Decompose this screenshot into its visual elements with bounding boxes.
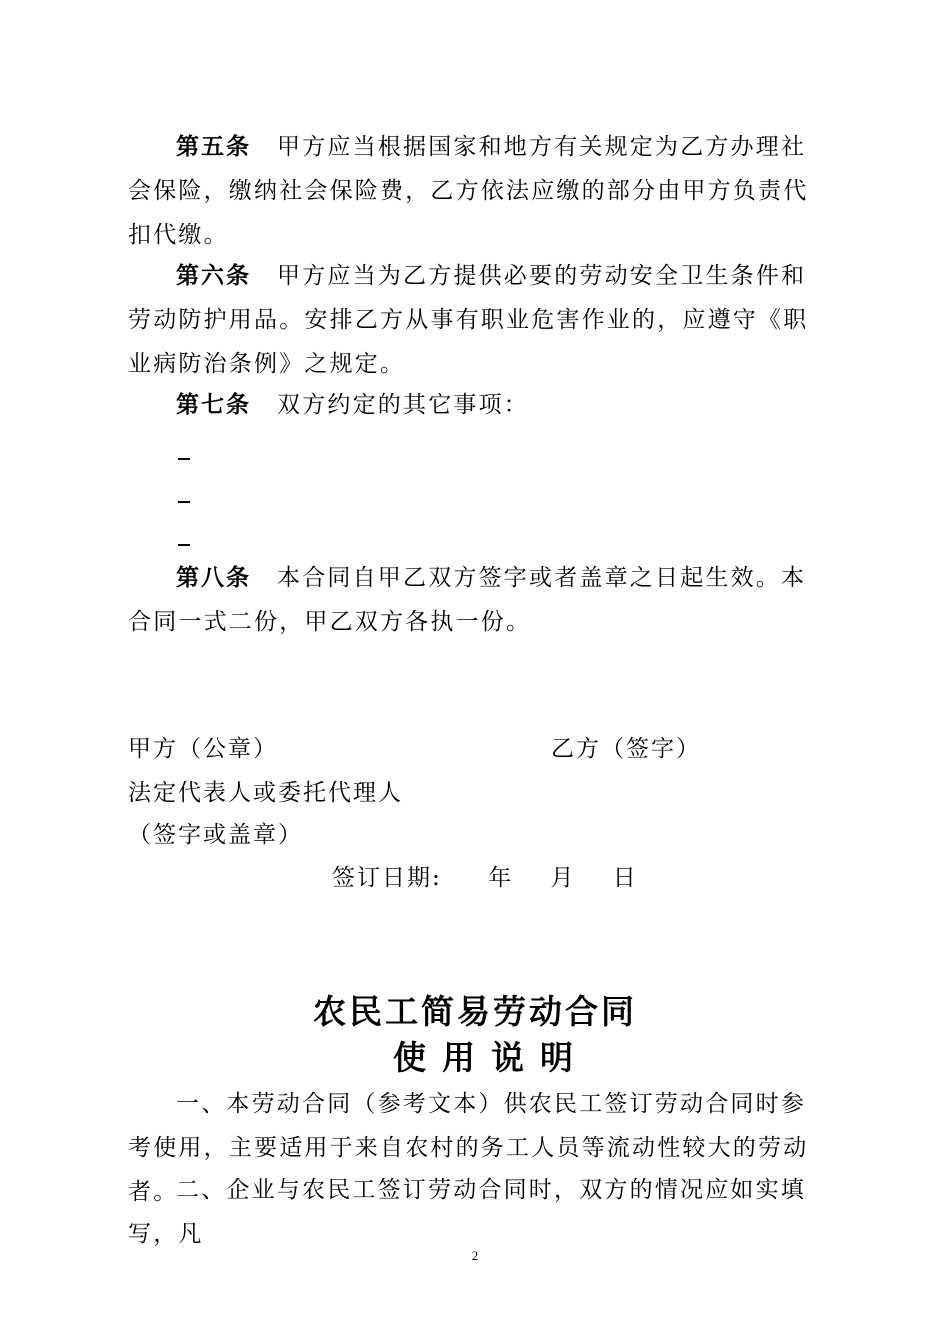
- instruction-item-1: 一、本劳动合同（参考文本）供农民工签订劳动合同时参考使用，主要适用于来自农村的务工人员等流动性较大的劳动者。: [128, 1091, 809, 1205]
- sign-date: 签订日期: 年 月 日: [332, 865, 638, 891]
- article-text: 甲方应当为乙方提供必要的劳动安全卫生条件和劳动防护用品。安排乙方从事有职业危害作业的，应遵守《职业病防治条例》之规定。: [128, 263, 809, 377]
- article-label: 第八条: [176, 564, 251, 591]
- article-label: 第五条: [176, 133, 251, 160]
- blank-line-1: [178, 458, 190, 460]
- instructions-title: 农民工简易劳动合同: [313, 992, 637, 1031]
- representative-label: 法定代表人或委托代理人: [128, 780, 403, 806]
- article-6: [128, 254, 828, 386]
- article-label: 第六条: [176, 262, 251, 289]
- article-8: [128, 556, 828, 644]
- blank-line-3: [178, 544, 190, 546]
- article-text: 双方约定的其它事项：: [277, 392, 529, 418]
- article-7: [128, 383, 828, 427]
- party-b-signature: 乙方（签字）: [551, 736, 701, 762]
- page-number: 2: [471, 1248, 479, 1263]
- article-text: 本合同自甲乙双方签字或者盖章之日起生效。本合同一式二份，甲乙双方各执一份。: [128, 565, 807, 635]
- article-label: 第七条: [176, 391, 251, 418]
- article-text: 甲方应当根据国家和地方有关规定为乙方办理社会保险，缴纳社会保险费，乙方依法应缴的部分由甲方负责代扣代缴。: [128, 134, 809, 248]
- instructions-subtitle: 使用说明: [393, 1038, 589, 1077]
- article-5: [128, 125, 828, 257]
- sign-or-seal-label: （签字或盖章）: [128, 822, 303, 848]
- blank-line-2: [178, 501, 190, 503]
- instruction-item-2: 二、企业与农民工签订劳动合同时，双方的情况应如实填写，凡: [128, 1177, 806, 1247]
- party-a-seal: 甲方（公章）: [128, 736, 278, 762]
